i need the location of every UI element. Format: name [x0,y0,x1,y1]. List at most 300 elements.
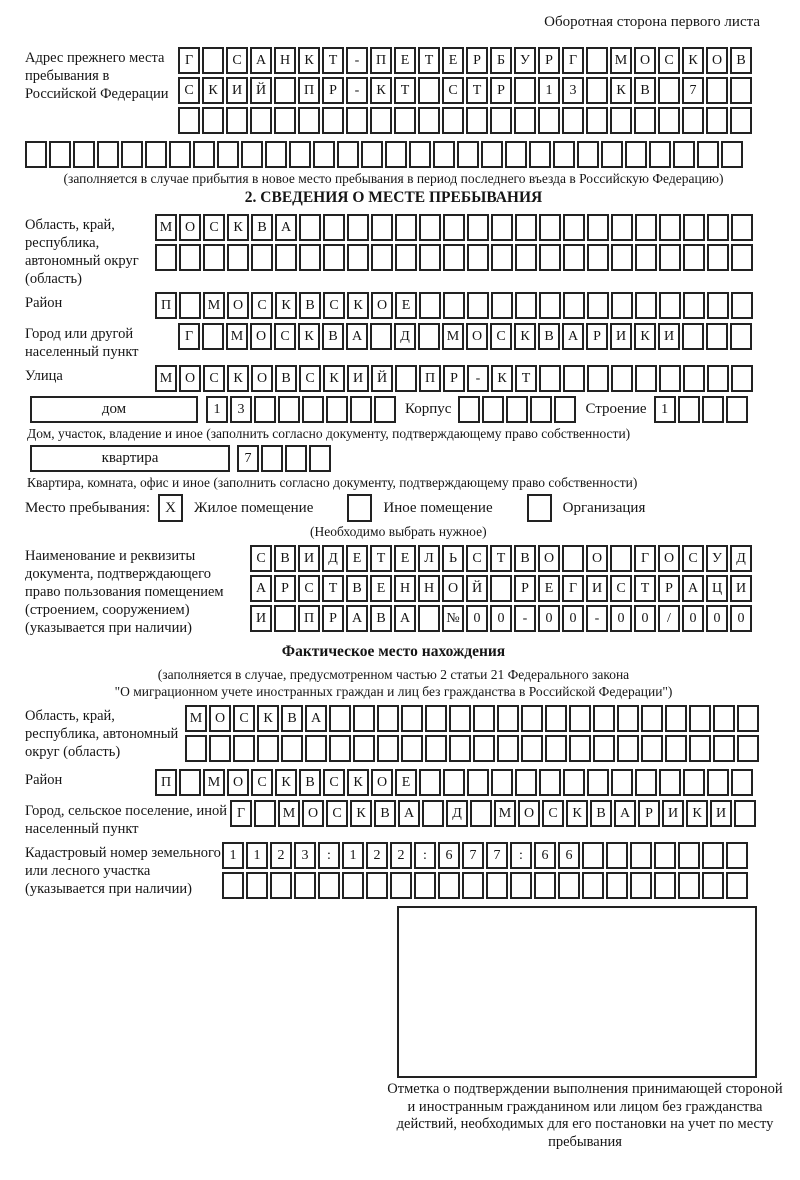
char-cell[interactable]: Р [638,800,660,827]
char-cell[interactable] [305,735,327,762]
char-cell[interactable]: 6 [558,842,580,869]
char-cell[interactable] [539,769,561,796]
char-cell[interactable] [554,396,576,423]
char-cell[interactable]: К [275,292,297,319]
char-cell[interactable]: 0 [730,605,752,632]
char-cell[interactable]: И [226,77,248,104]
char-cell[interactable]: А [394,605,416,632]
char-cell[interactable] [641,705,663,732]
char-cell[interactable]: М [226,323,248,350]
char-cell[interactable] [251,244,273,271]
char-cell[interactable] [665,735,687,762]
char-cell[interactable]: С [299,365,321,392]
char-cell[interactable] [593,735,615,762]
char-cell[interactable] [539,365,561,392]
char-cell[interactable] [361,141,383,168]
char-cell[interactable]: Р [538,47,560,74]
char-cell[interactable]: Г [562,47,584,74]
char-cell[interactable] [539,244,561,271]
char-cell[interactable] [203,244,225,271]
char-cell[interactable] [635,292,657,319]
char-cell[interactable] [515,292,537,319]
char-cell[interactable] [563,769,585,796]
char-cell[interactable] [254,800,276,827]
char-cell[interactable]: А [346,323,368,350]
char-cell[interactable]: 3 [230,396,252,423]
char-cell[interactable] [713,735,735,762]
char-cell[interactable] [458,396,480,423]
char-cell[interactable] [289,141,311,168]
char-cell[interactable] [673,141,695,168]
char-cell[interactable]: О [658,545,680,572]
char-cell[interactable] [586,47,608,74]
char-cell[interactable] [706,323,728,350]
char-cell[interactable] [482,396,504,423]
char-cell[interactable] [569,705,591,732]
char-cell[interactable] [425,705,447,732]
char-cell[interactable] [169,141,191,168]
char-cell[interactable]: О [179,365,201,392]
char-cell[interactable] [682,323,704,350]
char-cell[interactable] [734,800,756,827]
char-cell[interactable] [707,244,729,271]
char-cell[interactable] [49,141,71,168]
char-cell[interactable] [491,292,513,319]
char-cell[interactable]: О [250,323,272,350]
char-cell[interactable] [395,244,417,271]
char-cell[interactable] [281,735,303,762]
char-cell[interactable]: Е [370,575,392,602]
char-cell[interactable]: С [251,292,273,319]
char-cell[interactable]: Р [466,47,488,74]
char-cell[interactable] [470,800,492,827]
char-cell[interactable] [587,365,609,392]
char-cell[interactable]: С [326,800,348,827]
char-cell[interactable] [193,141,215,168]
char-cell[interactable] [443,769,465,796]
char-cell[interactable] [257,735,279,762]
char-cell[interactable]: И [730,575,752,602]
char-cell[interactable] [209,735,231,762]
char-cell[interactable] [659,244,681,271]
char-cell[interactable]: О [251,365,273,392]
char-cell[interactable]: Н [274,47,296,74]
char-cell[interactable] [587,244,609,271]
char-cell[interactable]: И [658,323,680,350]
char-cell[interactable]: 1 [654,396,676,423]
char-cell[interactable] [418,323,440,350]
char-cell[interactable] [233,735,255,762]
char-cell[interactable]: 1 [222,842,244,869]
char-cell[interactable] [611,365,633,392]
char-cell[interactable]: Е [395,769,417,796]
char-cell[interactable] [731,769,753,796]
char-cell[interactable] [658,77,680,104]
char-cell[interactable] [587,292,609,319]
char-cell[interactable]: Г [562,575,584,602]
char-cell[interactable] [730,77,752,104]
char-cell[interactable]: Р [443,365,465,392]
char-cell[interactable] [737,705,759,732]
char-cell[interactable] [587,214,609,241]
char-cell[interactable] [707,769,729,796]
char-cell[interactable]: К [491,365,513,392]
char-cell[interactable]: Й [466,575,488,602]
char-cell[interactable] [683,214,705,241]
char-cell[interactable] [737,735,759,762]
char-cell[interactable]: О [227,769,249,796]
char-cell[interactable]: 0 [490,605,512,632]
char-cell[interactable]: 0 [562,605,584,632]
char-cell[interactable]: П [298,605,320,632]
char-cell[interactable]: К [202,77,224,104]
char-cell[interactable] [443,214,465,241]
char-cell[interactable] [606,872,628,899]
char-cell[interactable]: 7 [682,77,704,104]
char-cell[interactable] [329,705,351,732]
char-cell[interactable]: А [562,323,584,350]
char-cell[interactable]: Т [466,77,488,104]
char-cell[interactable]: С [233,705,255,732]
char-cell[interactable]: Д [730,545,752,572]
char-cell[interactable] [683,769,705,796]
char-cell[interactable]: Н [394,575,416,602]
char-cell[interactable]: О [179,214,201,241]
char-cell[interactable]: К [227,365,249,392]
char-cell[interactable] [377,735,399,762]
char-cell[interactable] [274,605,296,632]
char-cell[interactable] [654,872,676,899]
char-cell[interactable] [697,141,719,168]
char-cell[interactable] [617,735,639,762]
char-cell[interactable]: - [346,77,368,104]
char-cell[interactable] [569,735,591,762]
char-cell[interactable] [418,605,440,632]
char-cell[interactable]: С [658,47,680,74]
char-cell[interactable] [630,872,652,899]
char-cell[interactable] [553,141,575,168]
char-cell[interactable]: О [442,575,464,602]
char-cell[interactable] [635,769,657,796]
char-cell[interactable] [422,800,444,827]
char-cell[interactable] [562,545,584,572]
char-cell[interactable]: И [586,575,608,602]
char-cell[interactable]: 6 [438,842,460,869]
char-cell[interactable] [635,214,657,241]
char-cell[interactable] [274,107,296,134]
char-cell[interactable]: К [350,800,372,827]
char-cell[interactable] [521,705,543,732]
char-cell[interactable] [179,244,201,271]
char-cell[interactable]: 7 [462,842,484,869]
char-cell[interactable] [731,365,753,392]
char-cell[interactable] [178,107,200,134]
char-cell[interactable]: 0 [538,605,560,632]
char-cell[interactable]: А [250,47,272,74]
char-cell[interactable]: М [442,323,464,350]
char-cell[interactable] [185,735,207,762]
char-cell[interactable] [298,107,320,134]
char-cell[interactable] [467,214,489,241]
char-cell[interactable]: - [514,605,536,632]
char-cell[interactable] [539,214,561,241]
char-cell[interactable] [433,141,455,168]
char-cell[interactable]: Р [514,575,536,602]
char-cell[interactable]: Л [418,545,440,572]
char-cell[interactable] [731,244,753,271]
char-cell[interactable] [726,842,748,869]
char-cell[interactable]: : [414,842,436,869]
char-cell[interactable]: С [298,575,320,602]
char-cell[interactable]: Д [446,800,468,827]
char-cell[interactable]: Т [515,365,537,392]
char-cell[interactable]: П [155,769,177,796]
char-cell[interactable]: Г [230,800,252,827]
char-cell[interactable]: О [586,545,608,572]
char-cell[interactable]: И [610,323,632,350]
char-cell[interactable] [611,214,633,241]
char-cell[interactable] [467,292,489,319]
char-cell[interactable] [515,244,537,271]
char-cell[interactable]: Т [394,77,416,104]
char-cell[interactable]: К [370,77,392,104]
char-cell[interactable] [505,141,527,168]
char-cell[interactable]: Т [418,47,440,74]
char-cell[interactable] [299,244,321,271]
char-cell[interactable] [545,705,567,732]
char-cell[interactable] [294,872,316,899]
char-cell[interactable] [521,735,543,762]
char-cell[interactable] [346,107,368,134]
char-cell[interactable] [202,323,224,350]
char-cell[interactable]: С [490,323,512,350]
char-cell[interactable]: В [322,323,344,350]
char-cell[interactable] [353,705,375,732]
char-cell[interactable] [577,141,599,168]
char-cell[interactable] [370,323,392,350]
char-cell[interactable] [467,244,489,271]
char-cell[interactable] [678,842,700,869]
char-cell[interactable]: А [682,575,704,602]
char-cell[interactable]: 1 [246,842,268,869]
char-cell[interactable] [347,244,369,271]
char-cell[interactable] [462,872,484,899]
char-cell[interactable] [323,244,345,271]
char-cell[interactable] [491,244,513,271]
char-cell[interactable]: Р [274,575,296,602]
char-cell[interactable] [323,214,345,241]
checkbox-zhiloe[interactable]: X [158,494,183,522]
char-cell[interactable]: 0 [610,605,632,632]
char-cell[interactable] [275,244,297,271]
char-cell[interactable]: С [323,292,345,319]
char-cell[interactable] [731,214,753,241]
char-cell[interactable]: В [730,47,752,74]
char-cell[interactable] [582,872,604,899]
char-cell[interactable]: 0 [466,605,488,632]
char-cell[interactable] [563,365,585,392]
char-cell[interactable] [610,545,632,572]
char-cell[interactable]: В [281,705,303,732]
char-cell[interactable]: О [371,292,393,319]
char-cell[interactable] [473,705,495,732]
char-cell[interactable] [563,214,585,241]
char-cell[interactable] [659,292,681,319]
char-cell[interactable] [270,872,292,899]
char-cell[interactable] [658,107,680,134]
char-cell[interactable]: И [710,800,732,827]
char-cell[interactable] [593,705,615,732]
char-cell[interactable] [318,872,340,899]
char-cell[interactable] [497,705,519,732]
char-cell[interactable]: 7 [237,445,259,472]
char-cell[interactable]: А [398,800,420,827]
char-cell[interactable] [409,141,431,168]
char-cell[interactable]: К [682,47,704,74]
char-cell[interactable]: С [466,545,488,572]
char-cell[interactable] [347,214,369,241]
char-cell[interactable] [278,396,300,423]
char-cell[interactable] [250,107,272,134]
char-cell[interactable] [419,244,441,271]
char-cell[interactable]: В [275,365,297,392]
char-cell[interactable] [371,244,393,271]
char-cell[interactable] [179,292,201,319]
char-cell[interactable]: Е [346,545,368,572]
char-cell[interactable]: Г [178,47,200,74]
char-cell[interactable] [418,107,440,134]
char-cell[interactable]: У [514,47,536,74]
char-cell[interactable]: О [518,800,540,827]
char-cell[interactable] [689,705,711,732]
char-cell[interactable]: С [442,77,464,104]
char-cell[interactable]: В [374,800,396,827]
char-cell[interactable] [563,292,585,319]
char-cell[interactable] [226,107,248,134]
checkbox-organizatsiya[interactable] [527,494,552,522]
char-cell[interactable]: И [298,545,320,572]
char-cell[interactable] [630,842,652,869]
char-cell[interactable] [702,872,724,899]
char-cell[interactable] [401,705,423,732]
char-cell[interactable] [329,735,351,762]
char-cell[interactable]: А [305,705,327,732]
char-cell[interactable]: : [510,842,532,869]
char-cell[interactable] [514,107,536,134]
char-cell[interactable]: В [299,292,321,319]
char-cell[interactable]: А [614,800,636,827]
char-cell[interactable] [635,365,657,392]
char-cell[interactable] [659,769,681,796]
char-cell[interactable]: П [155,292,177,319]
char-cell[interactable] [261,445,283,472]
char-cell[interactable] [217,141,239,168]
char-cell[interactable]: В [590,800,612,827]
char-cell[interactable]: Т [634,575,656,602]
char-cell[interactable]: - [346,47,368,74]
char-cell[interactable]: О [371,769,393,796]
char-cell[interactable]: 0 [706,605,728,632]
char-cell[interactable] [665,705,687,732]
char-cell[interactable] [467,769,489,796]
char-cell[interactable] [610,107,632,134]
char-cell[interactable] [538,107,560,134]
char-cell[interactable]: Р [322,77,344,104]
char-cell[interactable] [625,141,647,168]
char-cell[interactable]: К [347,769,369,796]
char-cell[interactable] [254,396,276,423]
char-cell[interactable] [683,365,705,392]
char-cell[interactable] [515,769,537,796]
char-cell[interactable]: / [658,605,680,632]
char-cell[interactable] [377,705,399,732]
char-cell[interactable]: Б [490,47,512,74]
char-cell[interactable] [659,214,681,241]
char-cell[interactable]: Н [418,575,440,602]
char-cell[interactable] [726,396,748,423]
char-cell[interactable]: А [250,575,272,602]
char-cell[interactable]: И [662,800,684,827]
char-cell[interactable] [539,292,561,319]
char-cell[interactable]: В [251,214,273,241]
char-cell[interactable] [587,769,609,796]
char-cell[interactable] [222,872,244,899]
char-cell[interactable] [486,872,508,899]
char-cell[interactable]: С [226,47,248,74]
char-cell[interactable] [563,244,585,271]
char-cell[interactable] [707,292,729,319]
char-cell[interactable] [713,705,735,732]
char-cell[interactable] [481,141,503,168]
char-cell[interactable] [25,141,47,168]
char-cell[interactable] [611,244,633,271]
char-cell[interactable]: В [274,545,296,572]
char-cell[interactable] [285,445,307,472]
char-cell[interactable] [179,769,201,796]
char-cell[interactable] [414,872,436,899]
char-cell[interactable] [678,872,700,899]
char-cell[interactable] [707,365,729,392]
char-cell[interactable] [562,107,584,134]
checkbox-inoe[interactable] [347,494,372,522]
char-cell[interactable]: К [634,323,656,350]
char-cell[interactable] [438,872,460,899]
char-cell[interactable] [418,77,440,104]
char-cell[interactable] [683,244,705,271]
char-cell[interactable] [678,396,700,423]
char-cell[interactable]: К [257,705,279,732]
char-cell[interactable] [395,365,417,392]
char-cell[interactable]: Д [322,545,344,572]
char-cell[interactable]: П [419,365,441,392]
char-cell[interactable]: В [514,545,536,572]
char-cell[interactable] [353,735,375,762]
char-cell[interactable] [155,244,177,271]
char-cell[interactable]: С [178,77,200,104]
char-cell[interactable]: С [203,365,225,392]
char-cell[interactable] [721,141,743,168]
char-cell[interactable] [545,735,567,762]
char-cell[interactable] [490,107,512,134]
char-cell[interactable]: О [466,323,488,350]
char-cell[interactable]: 2 [270,842,292,869]
char-cell[interactable] [265,141,287,168]
char-cell[interactable] [514,77,536,104]
char-cell[interactable]: П [298,77,320,104]
char-cell[interactable] [73,141,95,168]
char-cell[interactable] [634,107,656,134]
char-cell[interactable]: К [323,365,345,392]
